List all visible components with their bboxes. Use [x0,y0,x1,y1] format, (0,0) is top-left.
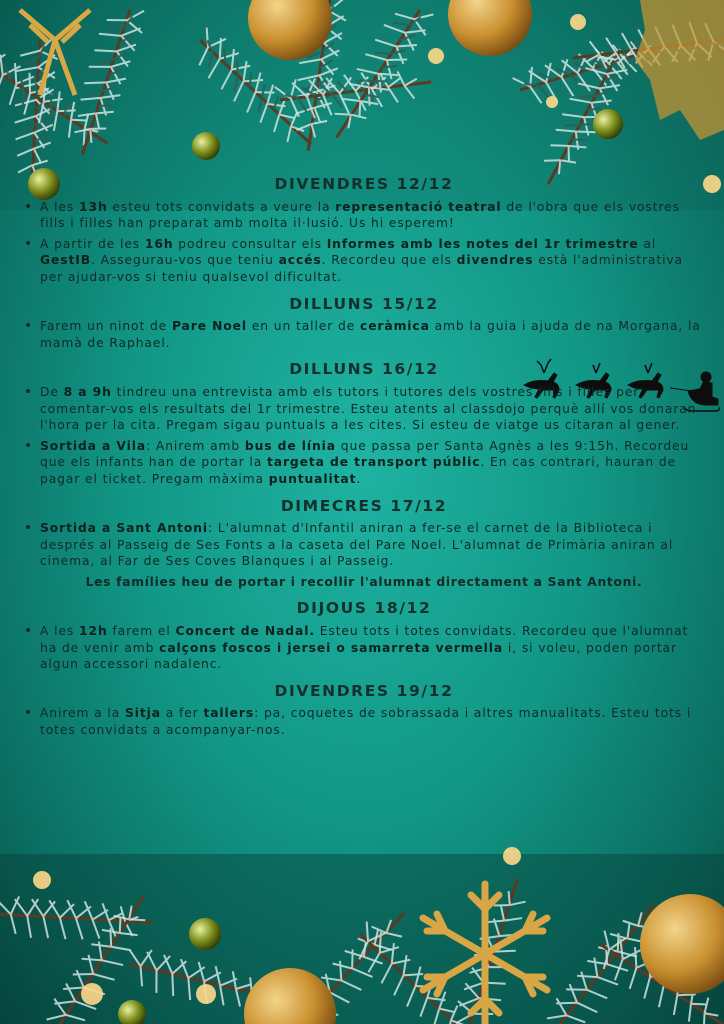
day-heading: DIJOUS 18/12 [296,599,432,618]
event-text: farem el [107,624,176,639]
event-text: està l'administrativa per ajudar-vos si teniu qualsevol dificultat. [40,253,683,284]
highlighted-text: 13h [79,199,108,214]
event-text: A les [40,199,80,214]
event-text: Farem un ninot de [40,319,172,334]
event-item [40,623,710,673]
highlighted-text: calçons foscos i jersei o samarreta vermella [159,640,504,655]
event-list [18,705,710,738]
event-item [40,438,710,488]
highlighted-text: GestIB [40,253,91,268]
highlighted-text: 16h [144,236,174,251]
event-text: . [356,471,362,486]
event-text: podreu consultar els [173,236,327,251]
event-text: tindreu una entrevista amb els tutors i tutores dels vostres fills i filles per comentar-vos els resultats del 1r trimestre. Esteu atents al classdojo perquè allí vos donaran l'hora per la cita. Pregam sigau puntuals a les cites. Si esteu de viatge us citaran al gener. [40,384,697,433]
highlighted-text: targeta de transport públic [266,455,481,470]
day-heading: DILLUNS 15/12 [289,294,439,313]
event-text: A partir de les [40,236,145,251]
highlighted-text: Concert de Nadal. [175,624,315,639]
bottom-christmas-decoration [0,794,724,1024]
event-list [18,623,710,673]
event-text: : L'alumnat d'Infantil aniran a fer-se el carnet de la Biblioteca i després al Passeig de Ses Fonts a la caseta del Pare Noel. L'alumnat de Primària aniran al cinema, al Far de Ses Coves Blanques i al Passeig. [40,521,674,569]
event-text: que passa per Santa Agnès a les 9:15h. Recordeu que els infants han de portar la [40,438,690,470]
event-text: A les [40,624,80,639]
highlighted-text: 8 a 9h [63,384,112,399]
highlighted-text: Sortida a Vila [40,438,147,453]
event-text: a fer [160,706,204,721]
event-list [18,520,710,570]
event-text: de l'obra que els vostres fills i filles han preparat amb molta il·lusió. Us hi esperem! [40,199,680,231]
event-text: : Anirem amb [146,438,245,453]
event-item [40,199,710,232]
event-item [40,520,710,570]
event-text: Esteu tots i totes convidats. Recordeu que l'alumnat ha de venir amb [40,624,689,655]
event-text: al [638,236,657,251]
day-heading: DIMECRES 17/12 [280,496,448,515]
event-item [40,236,710,286]
newsletter-content [18,176,710,743]
highlighted-text: representació teatral [335,199,502,214]
highlighted-text: Sortida a Sant Antoni [40,521,208,536]
event-list [18,199,710,286]
event-text: . Recordeu que els [321,253,457,268]
highlighted-text: accés [278,253,322,268]
event-text: . Assegurau-vos que teniu [90,253,279,268]
event-text: i, si voleu, poden portar algun accessori nadalenc. [40,640,677,672]
event-item [40,318,710,351]
event-list [18,318,710,351]
day-heading: DIVENDRES 12/12 [274,175,454,193]
event-text: . En cas contrari, hauran de pagar el ticket. Pregam màxima [40,455,677,486]
event-text: en un taller de [247,319,360,334]
event-text: amb la guia i ajuda de na Morgana, la mamà de Raphael. [40,319,701,350]
event-item [40,705,710,738]
highlighted-text: puntualitat [268,471,357,486]
event-list [18,384,710,488]
day-heading: DILLUNS 16/12 [289,360,439,379]
highlighted-text: divendres [456,253,534,268]
highlighted-text: 12h [79,624,108,639]
day-heading: DIVENDRES 19/12 [274,681,454,700]
event-text: De [40,384,64,399]
event-text: esteu tots convidats a veure la [107,199,336,214]
event-text: : pa, coquetes de sobrassada i altres manualitats. Esteu tots i totes convidats a acompanyar-nos. [40,706,692,738]
event-item [40,384,710,434]
event-text: Anirem a la [40,706,125,721]
highlighted-text: Pare Noel [171,319,248,334]
highlighted-text: tallers [203,706,255,721]
highlighted-text: Sitja [124,706,161,721]
highlighted-text: ceràmica [360,319,430,334]
highlighted-text: bus de línia [244,438,336,453]
families-note: Les famílies heu de portar i recollir l'alumnat directament a Sant Antoni. [85,574,643,589]
highlighted-text: Informes amb les notes del 1r trimestre [326,236,639,251]
